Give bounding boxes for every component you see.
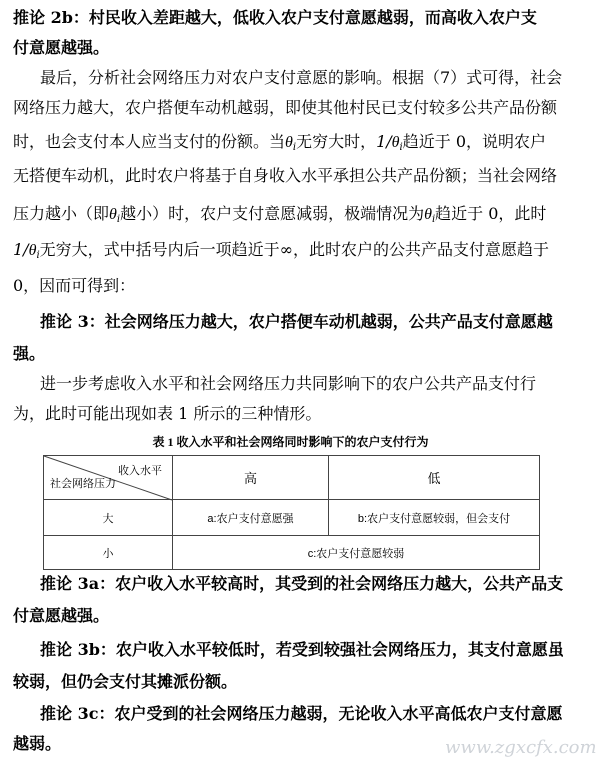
- corollary-3-line1: 推论 3：社会网络压力越大，农户搭便车动机越弱，公共产品支付意愿越: [40, 312, 553, 331]
- cell-a: a:农户支付意愿强: [173, 500, 329, 536]
- para2-line1: 进一步考虑收入水平和社会网络压力共同影响下的农户公共产品支付行: [40, 374, 537, 393]
- header-income: 收入水平: [118, 465, 162, 477]
- para-line3: 时，也会支付本人应当支付的份额。当$\theta_i$无穷大时，$1/\theta_i$趋近于 0，说明农户: [13, 132, 547, 153]
- theta-symbol: θ: [285, 134, 293, 151]
- reciprocal-theta: $1/\theta_i$: [376, 132, 403, 153]
- col-high: 高: [173, 456, 329, 500]
- corollary-3a-line1: 推论 3a：农户收入水平较高时，其受到的社会网络压力越大，公共产品支: [40, 574, 564, 593]
- corollary-3-line2: 强。: [13, 344, 46, 363]
- header-network: 社会网络压力: [50, 478, 116, 490]
- para-line5: 压力越小（即$\theta_i$越小）时，农户支付意愿减弱，极端情况为$\theta_i$趋近于 0，此时: [13, 204, 547, 225]
- row-big: 大: [44, 500, 173, 536]
- row-small: 小: [44, 536, 173, 570]
- para-line6: $1/\theta_i$无穷大，式中括号内后一项趋近于∞，此时农户的公共产品支付意愿趋于: [13, 240, 549, 261]
- corollary-3a-line2: 付意愿越强。: [13, 606, 110, 625]
- corollary-3b-line1: 推论 3b：农户收入水平较低时，若受到较强社会网络压力，其支付意愿虽: [40, 640, 564, 659]
- table-diagonal-header: [44, 456, 173, 500]
- site-watermark: www.zgxcfx.com: [445, 737, 597, 758]
- para-line1: 最后，分析社会网络压力对农户支付意愿的影响。根据（7）式可得，社会: [40, 68, 563, 87]
- cell-c: c:农户支付意愿较弱: [173, 536, 540, 570]
- corollary-3b-line2: 较弱，但仍会支付其摊派份额。: [13, 672, 238, 691]
- para-line2: 网络压力越大，农户搭便车动机越弱，即使其他村民已支付较多公共产品份额: [13, 98, 558, 117]
- para-line4: 无搭便车动机，此时农户将基于自身收入水平承担公共产品份额；当社会网络: [13, 166, 558, 185]
- para-line7: 0，因而可得到：: [13, 276, 136, 295]
- corollary-2b-line2: 付意愿越强。: [13, 38, 110, 57]
- corollary-2b-line1: 推论 2b：村民收入差距越大，低收入农户支付意愿越弱，而高收入农户支: [13, 8, 537, 27]
- corollary-3c-line1: 推论 3c：农户受到的社会网络压力越弱，无论收入水平高低农户支付意愿: [40, 704, 563, 723]
- cell-b: b:农户支付意愿较弱，但会支付: [329, 500, 540, 536]
- table-caption: 表 1 收入水平和社会网络同时影响下的农户支付行为: [152, 435, 429, 449]
- para2-line2: 为，此时可能出现如表 1 所示的三种情形。: [13, 404, 322, 423]
- behavior-table: [43, 455, 540, 570]
- corollary-3c-line2: 越弱。: [13, 734, 62, 753]
- col-low: 低: [329, 456, 540, 500]
